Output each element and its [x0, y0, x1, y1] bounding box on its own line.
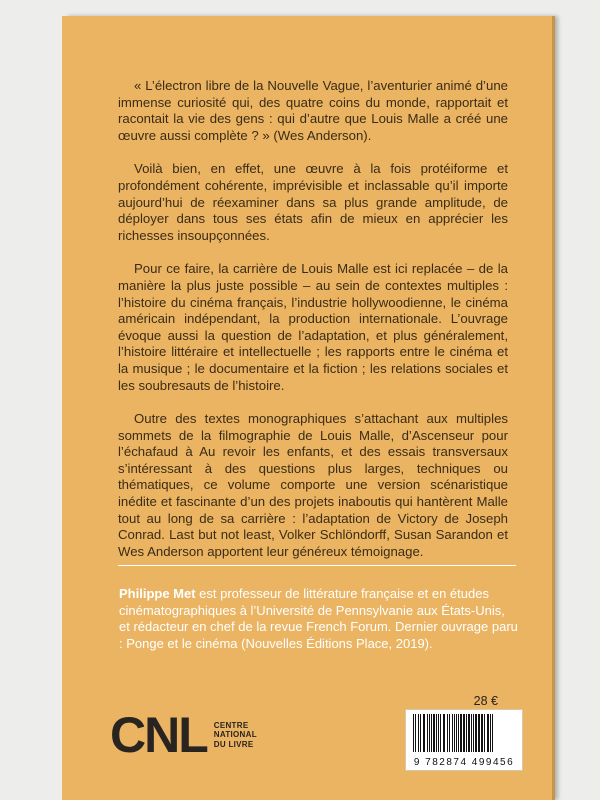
blurb-paragraph-2: Voilà bien, en effet, une œuvre à la fois protéiforme et profondément cohérente, imprévisible et inclassable qu’il importe aujourd’hui de réexaminer dans sa plus grande amplitude, de déployer dans tous ses états afin de mieux en apprécier les richesses insoupçonnées.	[118, 161, 508, 243]
barcode-bar	[436, 714, 437, 752]
barcode-bar	[454, 714, 455, 752]
barcode-bar	[463, 714, 465, 752]
cnl-logo-subtitle: CENTRE NATIONAL DU LIVRE	[213, 720, 257, 749]
author-bio	[119, 586, 519, 652]
barcode-bar	[438, 714, 439, 752]
barcode-bar	[443, 714, 445, 752]
divider-line	[118, 565, 516, 566]
barcode-bars	[412, 714, 516, 752]
barcode-bar	[415, 714, 416, 752]
author-bio-text: est professeur de littérature française et en études cinématographiques à l’Université de Pennsylvanie aux États-Unis, et rédacteur en chef de la revue French Forum. Dernier ouvrage paru : Ponge et le cinéma (Nouvelles Éditions Place, 2019).	[119, 586, 518, 651]
barcode-bar	[487, 714, 489, 752]
publisher-logo	[110, 704, 257, 766]
barcode-bar	[433, 714, 435, 752]
barcode-bar	[492, 714, 493, 752]
barcode-bar	[475, 714, 477, 752]
barcode-bar	[418, 714, 419, 752]
barcode-bar	[413, 714, 414, 752]
barcode-bar	[466, 714, 467, 752]
book-back-cover	[62, 16, 552, 800]
barcode-bar	[449, 714, 450, 752]
barcode	[405, 709, 523, 771]
author-name: Philippe Met	[119, 586, 196, 601]
barcode-bar	[440, 714, 441, 752]
barcode-bar	[420, 714, 421, 752]
barcode-bar	[452, 714, 453, 752]
isbn-number: 9 782874 499456	[413, 757, 515, 768]
barcode-bar	[427, 714, 428, 752]
barcode-bar	[468, 714, 470, 752]
blurb	[118, 78, 508, 577]
blurb-paragraph-4: Outre des textes monographiques s’attachant aux multiples sommets de la filmographie de Louis Malle, d’Ascenseur pour l’échafaud à Au revoir les enfants, et des essais transversaux s’intéressant à des questions plus larges, techniques ou thématiques, ce volume comporte une version scénaristique inédite et fascinante d’un des projets inaboutis qui hantèrent Malle tout au long de sa carrière : l’adaptation de Victory de Joseph Conrad. Last but not least, Volker Schlöndorff, Susan Sarandon et Wes Anderson apportent leur généreux témoignage.	[118, 411, 508, 559]
cnl-logo-mark: CNL	[110, 707, 207, 763]
barcode-bar	[478, 714, 480, 752]
blurb-paragraph-3: Pour ce faire, la carrière de Louis Malle est ici replacée – de la manière la plus juste possible – au sein de contextes multiples : l’histoire du cinéma français, l’industrie hollywoodienne, le cinéma américain indépendant, la production internationale. L’ouvrage évoque aussi la question de l’adaptation, et plus généralement, l’histoire littéraire et intellectuelle ; les rapports entre le cinéma et la musique ; le documentaire et la fiction ; les relations sociales et les soubresauts de l’histoire.	[118, 261, 508, 393]
barcode-bar	[431, 714, 432, 752]
barcode-bar	[458, 714, 459, 752]
barcode-bar	[460, 714, 462, 752]
barcode-bar	[423, 714, 425, 752]
barcode-bar	[456, 714, 457, 752]
barcode-bar	[429, 714, 430, 752]
barcode-bar	[471, 714, 472, 752]
price-label: 28 €	[473, 694, 498, 708]
barcode-bar	[484, 714, 485, 752]
blurb-paragraph-1: « L’électron libre de la Nouvelle Vague, l’aventurier animé d’une immense curiosité qui, des quatre coins du monde, rapportait et racontait la vie des gens : qui d’autre que Louis Malle a créé une œuvre aussi complète ? » (Wes Anderson).	[118, 78, 508, 143]
barcode-bar	[481, 714, 483, 752]
barcode-bar	[490, 714, 491, 752]
barcode-bar	[473, 714, 474, 752]
barcode-bar	[447, 714, 448, 752]
